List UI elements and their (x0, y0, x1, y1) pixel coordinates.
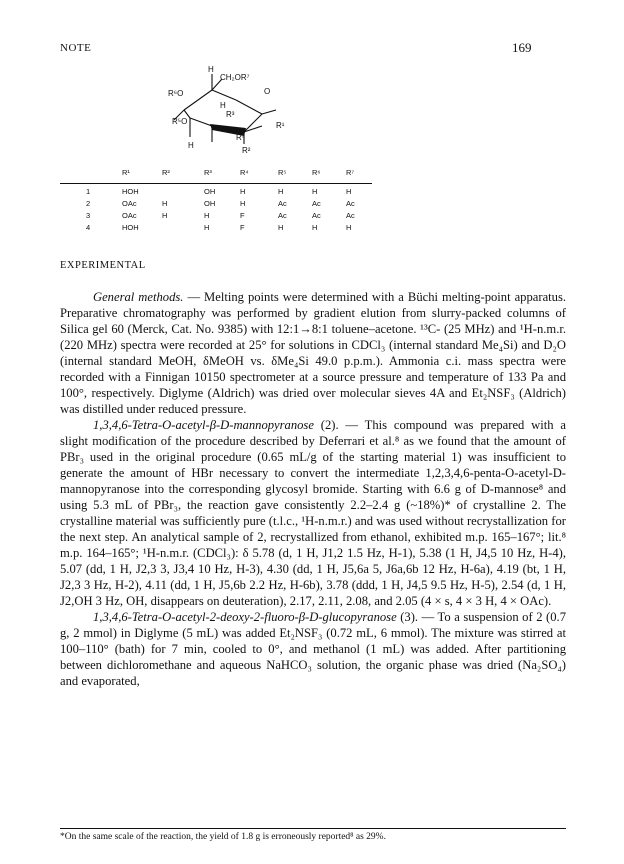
paragraph-compound-3 (60, 609, 566, 689)
table-row (60, 199, 372, 211)
col-header-r6: R⁶ (312, 168, 321, 177)
run-in-heading: 1,3,4,6-Tetra-O-acetyl-2-deoxy-2-fluoro-β-D-glucopyranose (93, 610, 397, 624)
cell-r5: Ac (278, 199, 287, 208)
cell-r4: F (240, 223, 245, 232)
run-in-heading: General methods. (93, 290, 184, 304)
col-header-r5: R⁵ (278, 168, 287, 177)
compound-number: 3 (86, 211, 91, 220)
label-h-top: H (208, 65, 214, 74)
label-r4: R⁴ (236, 133, 246, 142)
table-rule (60, 183, 372, 184)
footnote-rule (60, 828, 566, 829)
table-row (60, 187, 372, 199)
cell-r7: Ac (346, 211, 355, 220)
cell-r7: H (346, 223, 352, 232)
col-header-r3: R³ (204, 168, 212, 177)
cell-r6: Ac (312, 211, 321, 220)
paragraph-text: — Melting points were determined with a Büchi melting-point apparatus. Preparative chromatography was performed by gradient elution from slurry-packed columns of Silica gel 60 (Merck, Cat. No. 9385) with 12:1→8:1 toluene–acetone. ¹³C- (25 MHz) and ¹H-n.m.r. (220 MHz) spectra were recorded at 25° for solutions in CDCl₃ (internal standard Me₄Si) and D₂O (internal standard MeOH, δMeOH vs. δMe₄Si 49.0 p.p.m.). Ammonia c.i. mass spectra were recorded with a Finnigan 10150 spectrometer at a source pressure and temperature of 133 Pa and 100°, respectively. Diglyme (Aldrich) was dried over molecular sieves 4A and Et₂NSF₃ (Aldrich) was distilled under reduced pressure. (60, 290, 566, 416)
paragraph-compound-2 (60, 417, 566, 609)
paragraph-general-methods (60, 289, 566, 417)
cell-r3: OH (204, 199, 216, 208)
body-text (60, 289, 566, 689)
col-header-r7: R⁷ (346, 168, 355, 177)
label-ring-oxygen: O (264, 87, 271, 96)
running-header: NOTE (60, 42, 92, 54)
cell-r3: OH (204, 187, 216, 196)
col-header-r1: R¹ (122, 168, 130, 177)
label-r3: R³ (226, 110, 235, 119)
pyranose-structure (150, 62, 310, 167)
label-h-bottom: H (188, 141, 194, 150)
cell-r4: F (240, 211, 245, 220)
cell-r6: H (312, 187, 318, 196)
footnote: *On the same scale of the reaction, the yield of 1.8 g is erroneously reported⁸ as 29%. (60, 832, 386, 842)
cell-r2: H (162, 199, 168, 208)
label-r2: R² (242, 146, 251, 155)
cell-r7: Ac (346, 199, 355, 208)
label-ch2or7: CH₂OR⁷ (220, 73, 250, 82)
col-header-r4: R⁴ (240, 168, 249, 177)
paragraph-text: (2). — This compound was prepared with a slight modification of the procedure described by Deferrari et al.⁸ as we found that the amount of PBr₃ used in the original procedure (0.65 mL/g of the starting material 1) was insufficient to generate the amount of HBr necessary to convert the intermediate 1,2,3,4,6-penta-O-acetyl-D-mannopyranose into the corresponding glycosyl bromide. Starting with 6.6 g of D-mannose⁸ and using 5.3 mL of PBr₃, the reaction gave consistently 2.2–2.4 g (~18%)* of crystalline 2. The crystalline material was sufficiently pure (t.l.c., ¹H-n.m.r.) and was used without recrystallization for the next step. An analytical sample of 2, recrystallized from ethanol, exhibited m.p. 165–167°; lit.⁸ m.p. 164–165°; ¹H-n.m.r. (CDCl₃): δ 5.78 (d, 1 H, J1,2 1.5 Hz, H-1), 5.38 (1 H, J4,5 10 Hz, H-4), 5.07 (dd, 1 H, J2,3 3, J3,4 10 Hz, H-3), 4.30 (dd, 1 H, J5,6a 5, J6a,6b 12 Hz, H-6a), 4.19 (bt, 1 H, J2,3 3 Hz, H-2), 4.11 (dd, 1 H, J5,6b 2.2 Hz, H-6b), 3.78 (ddd, 1 H, J4,5 9.5 Hz, H-5), 2.54 (d, 1 H, J2,OH 3 Hz, OH, disappears on deuteration), 2.17, 2.11, 2.08, and 2.05 (4 × s, 4 × 3 H, 4 × OAc). (60, 418, 566, 608)
substituent-table (60, 168, 372, 235)
cell-r1: OAc (122, 199, 137, 208)
cell-r3: H (204, 223, 210, 232)
table-header-row (60, 168, 372, 181)
cell-r4: H (240, 199, 246, 208)
compound-number: 2 (86, 199, 91, 208)
cell-r1: HOH (122, 187, 139, 196)
label-r6o: R⁶O (168, 89, 184, 98)
pyranose-drawing (150, 62, 310, 167)
table-row (60, 223, 372, 235)
compound-number: 4 (86, 223, 91, 232)
paragraph-text: (3). — To a suspension of 2 (0.7 g, 2 mmol) in Diglyme (5 mL) was added Et₂NSF₃ (0.72 mL, 6 mmol). The mixture was stirred at 100–110° (bath) for 7 min, cooled to 0°, and methanol (1 mL) was added. After partitioning between dichloromethane and aqueous NaHCO₃ solution, the organic phase was dried (Na₂SO₄) and evaporated, (60, 610, 566, 688)
table-row (60, 211, 372, 223)
cell-r1: HOH (122, 223, 139, 232)
run-in-heading: 1,3,4,6-Tetra-O-acetyl-β-D-mannopyranose (93, 418, 314, 432)
page-number: 169 (512, 40, 532, 55)
cell-r5: H (278, 187, 284, 196)
cell-r4: H (240, 187, 246, 196)
section-heading: EXPERIMENTAL (60, 260, 146, 271)
cell-r5: H (278, 223, 284, 232)
label-r5o: R⁵O (172, 117, 188, 126)
cell-r3: H (204, 211, 210, 220)
label-h-upper: H (220, 101, 226, 110)
cell-r2: H (162, 211, 168, 220)
cell-r6: H (312, 223, 318, 232)
cell-r6: Ac (312, 199, 321, 208)
label-r1: R¹ (276, 121, 285, 130)
compound-number: 1 (86, 187, 91, 196)
cell-r7: H (346, 187, 352, 196)
col-header-r2: R² (162, 168, 170, 177)
cell-r5: Ac (278, 211, 287, 220)
cell-r1: OAc (122, 211, 137, 220)
